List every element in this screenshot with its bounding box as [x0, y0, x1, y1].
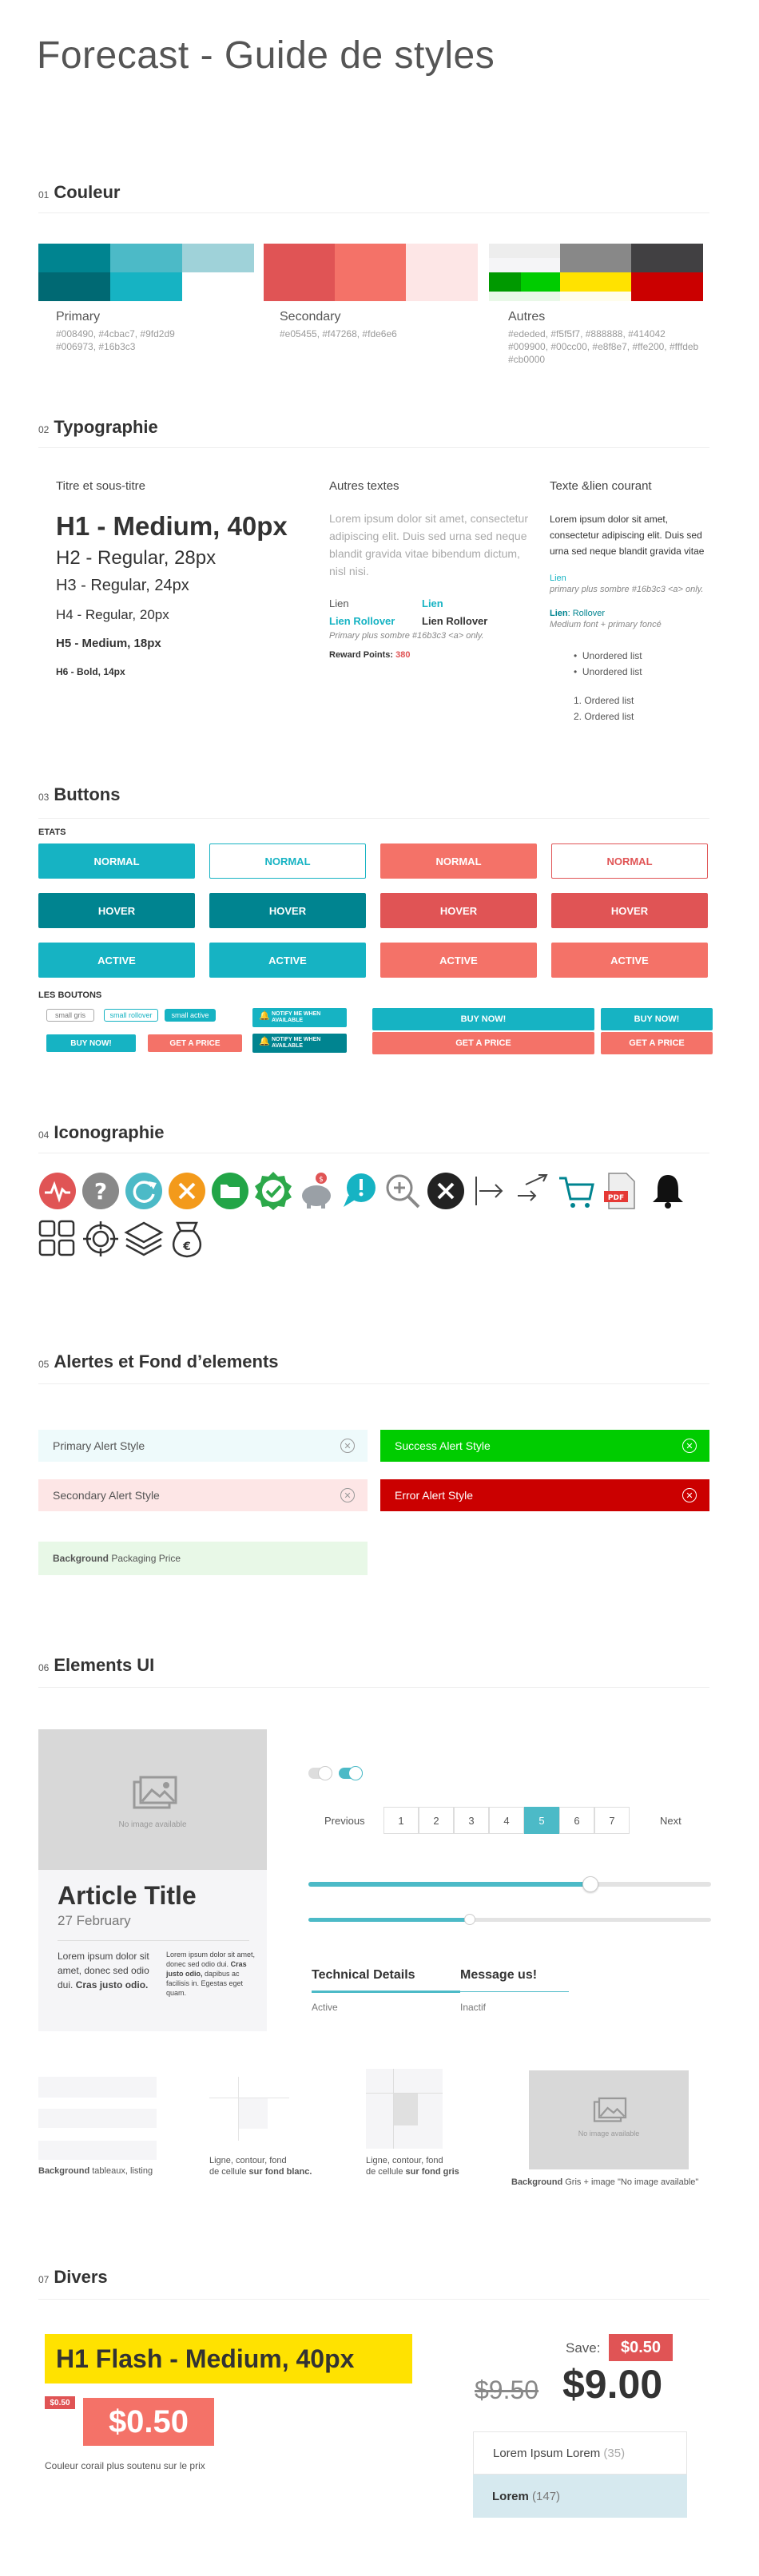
section-divider [38, 2299, 709, 2300]
bg-stripe [38, 2077, 157, 2098]
article-body-small [166, 1950, 256, 1998]
swatch [489, 272, 521, 292]
section-title: Iconographie [54, 1122, 165, 1142]
caption-bold: sur fond blanc. [248, 2167, 312, 2177]
bg-stripe [38, 2109, 157, 2128]
flash-heading: H1 Flash - Medium, 40px [45, 2334, 412, 2383]
caption-text: tableaux, listing [92, 2166, 153, 2176]
swatch [560, 292, 631, 301]
h1-sample: H1 - Medium, 40px [56, 511, 288, 541]
lorem-grey: Lorem ipsum dolor sit amet, consectetur adipiscing elit. Duis sed urna sed neque blandit gravida vitae bibendum dictum, nisl nisi. [329, 512, 528, 578]
svg-text:€: € [183, 1240, 191, 1253]
caption-text: de cellule [366, 2167, 403, 2177]
piggy-bank-icon [302, 1173, 331, 1209]
section-title: Divers [54, 2267, 108, 2287]
price-caption: Couleur corail plus soutenu sur le prix [45, 2460, 205, 2471]
image-placeholder-icon [590, 2096, 628, 2125]
toggle-off[interactable] [308, 1768, 332, 1779]
unordered-item: • Unordered list [574, 650, 642, 661]
section-misc-heading [38, 2267, 108, 2288]
swatch [631, 244, 703, 272]
primary-codes: #008490, #4cbac7, #9fd2d9 [56, 328, 175, 339]
bell-icon: 🔔 [259, 1037, 270, 1046]
toggle-knob [348, 1766, 363, 1780]
range-slider-small[interactable] [308, 1918, 711, 1922]
section-title: Elements UI [54, 1655, 155, 1675]
pulse-icon [39, 1173, 76, 1209]
pagination-page[interactable]: 5 [524, 1807, 559, 1834]
arrow-bar-right-icon [476, 1177, 502, 1205]
pdf-icon [604, 1173, 634, 1209]
caption-bold: Background [511, 2177, 563, 2187]
h6-sample: H6 - Bold, 14px [56, 666, 125, 677]
article-body-large [58, 1949, 158, 1992]
bell-icon [653, 1175, 683, 1209]
cell-fill [239, 2098, 268, 2129]
section-icons-heading [38, 1122, 164, 1143]
swatch [489, 292, 560, 301]
slider-handle[interactable] [582, 1876, 598, 1892]
lien-rollover-note: Medium font + primary foncé [550, 620, 662, 629]
lien-courant[interactable]: Lien [550, 574, 566, 583]
folder-icon [212, 1173, 248, 1209]
typo-col1-heading: Titre et sous-titre [56, 479, 145, 493]
lien-primary[interactable]: Lien [422, 597, 443, 609]
primary-hover-button[interactable]: HOVER [38, 893, 195, 928]
icon-set [37, 1170, 724, 1266]
swatch [521, 272, 560, 292]
section-number: 04 [38, 1129, 50, 1141]
list-item-text: Unordered list [582, 666, 642, 677]
secondary-label: Secondary [280, 310, 341, 323]
list-item-count: (35) [603, 2446, 626, 2460]
bg-stripe [38, 2141, 157, 2160]
article-text: Lorem ipsum dolor sit amet, donec sed odio dui. [58, 1951, 149, 1991]
zoom-in-icon [387, 1176, 419, 1207]
primary-outline-normal-button[interactable]: NORMAL [209, 843, 366, 879]
section-divider [38, 212, 709, 213]
save-label: Save: [566, 2340, 601, 2356]
slider-handle[interactable] [464, 1914, 475, 1925]
typo-col3-heading: Texte &lien courant [550, 479, 652, 493]
caption-bold: Background [38, 2166, 90, 2176]
image-placeholder-icon [128, 1774, 179, 1812]
secondary-alert [38, 1479, 368, 1511]
swatch [560, 272, 631, 292]
alert-text: Secondary Alert Style [53, 1489, 160, 1502]
lien-rollover-dark[interactable]: Lien Rollover [422, 615, 488, 627]
pagination-page[interactable]: 4 [489, 1807, 524, 1834]
secondary-swatches [264, 244, 478, 301]
typo-col2-heading: Autres textes [329, 479, 399, 493]
swatch [182, 244, 254, 272]
bg-caption-cell-grey [366, 2155, 459, 2177]
section-number: 05 [38, 1359, 50, 1370]
pagination-page[interactable]: 7 [594, 1807, 630, 1834]
tab-inactive-underline [460, 1991, 569, 1992]
pagination-page[interactable]: 6 [559, 1807, 594, 1834]
list-item-label: Lorem Ipsum Lorem [493, 2446, 601, 2460]
ordered-item: 2. Ordered list [574, 711, 634, 722]
section-divider [38, 818, 709, 819]
small-grey-button[interactable]: small gris [46, 1009, 94, 1022]
pagination-page[interactable]: 2 [419, 1807, 454, 1834]
swatch [406, 244, 478, 301]
section-divider [38, 1687, 709, 1688]
buy-now-button-narrow[interactable]: BUY NOW! [601, 1008, 713, 1030]
section-ui-heading [38, 1655, 154, 1676]
alert-text: Primary Alert Style [53, 1439, 145, 1452]
save-badge: $0.50 [609, 2334, 673, 2361]
success-alert [380, 1430, 709, 1462]
primary-normal-button[interactable]: NORMAL [38, 843, 195, 879]
swatch [489, 244, 560, 258]
filter-list-item-selected[interactable] [473, 2475, 687, 2518]
cell-sample-grey [366, 2069, 443, 2149]
small-active-button[interactable]: small active [165, 1009, 216, 1022]
buy-now-small-button[interactable]: BUY NOW! [46, 1034, 136, 1052]
section-number: 01 [38, 189, 50, 200]
tab-state-inactive: Inactif [460, 2002, 487, 2013]
get-price-small-button[interactable]: GET A PRICE [148, 1034, 242, 1052]
section-typography-heading [38, 417, 158, 438]
background-packaging-price [38, 1542, 368, 1575]
section-title: Alertes et Fond d’elements [54, 1352, 279, 1371]
section-alerts-heading [38, 1352, 279, 1372]
divider [58, 1940, 249, 1941]
small-rollover-button[interactable]: small rollover [104, 1009, 158, 1022]
primary-alert [38, 1430, 368, 1462]
other-swatches [489, 244, 703, 301]
page-title: Forecast - Guide de styles [37, 34, 495, 77]
article-text-bold: Cras justo odio, [166, 1960, 247, 1978]
primary-codes: #006973, #16b3c3 [56, 341, 136, 352]
swatch [489, 258, 560, 272]
reward-points [329, 650, 411, 660]
refresh-icon [125, 1173, 162, 1209]
primary-outline-hover-button[interactable]: HOVER [209, 893, 366, 928]
secondary-codes: #e05455, #f47268, #fde6e6 [280, 328, 397, 339]
list-item-count: (147) [532, 2489, 561, 2503]
article-date: 27 February [58, 1913, 131, 1928]
article-title[interactable]: Article Title [58, 1881, 197, 1910]
pagination-next[interactable]: Next [660, 1815, 682, 1827]
primary-note: Primary plus sombre #16b3c3 <a> only. [329, 631, 484, 641]
notify-button[interactable] [252, 1008, 347, 1027]
bg-label: Packaging Price [111, 1553, 181, 1564]
ordered-item: 1. Ordered list [574, 695, 634, 706]
price-badge: $0.50 [83, 2398, 214, 2446]
get-price-button[interactable]: GET A PRICE [372, 1032, 594, 1054]
slider-fill [308, 1918, 470, 1922]
pagination-previous[interactable]: Previous [324, 1815, 365, 1827]
section-title: Couleur [54, 182, 121, 202]
notify-label: NOTIFY ME WHEN AVAILABLE [272, 1037, 321, 1049]
article-card[interactable] [38, 1729, 267, 2031]
close-icon[interactable]: ✕ [682, 1488, 697, 1502]
others-label: Autres [508, 310, 546, 323]
list-item-label: Lorem [492, 2489, 529, 2503]
buttons-label: LES BOUTONS [38, 990, 102, 1000]
article-text: dapibus ac facilisis in. Egestas eget quam. [166, 1970, 244, 1997]
help-icon [82, 1173, 119, 1209]
toggle-on[interactable] [339, 1768, 363, 1779]
swatch [38, 244, 110, 272]
svg-text:?: ? [93, 1178, 108, 1205]
reward-value: 380 [395, 650, 411, 660]
primary-active-button[interactable]: ACTIVE [38, 943, 195, 978]
swatch [631, 272, 703, 301]
alert-text: Success Alert Style [395, 1439, 491, 1452]
article-text: Lorem ipsum dolor sit amet, donec sed odio dui. [166, 1951, 256, 1968]
list-item-text: Unordered list [582, 650, 642, 661]
pagination-page[interactable]: 1 [383, 1807, 419, 1834]
secondary-outline-normal-button[interactable]: NORMAL [551, 843, 708, 879]
secondary-normal-button[interactable]: NORMAL [380, 843, 537, 879]
lorem-dark: Lorem ipsum dolor sit amet, consectetur adipiscing elit. Duis sed urna sed neque blandit gravida vitae [550, 514, 705, 557]
error-alert [380, 1479, 709, 1511]
tab-message-us[interactable]: Message us! [460, 1968, 538, 1982]
close-circle-icon [427, 1173, 464, 1209]
badge-check-icon [255, 1172, 292, 1210]
filter-list-item[interactable] [473, 2431, 687, 2475]
h3-sample: H3 - Regular, 24px [56, 577, 189, 594]
unordered-item: • Unordered list [574, 666, 642, 677]
no-image-sample [529, 2070, 689, 2169]
cell-fill [394, 2094, 418, 2125]
range-slider[interactable] [308, 1882, 711, 1887]
caption-text: Ligne, contour, fond [209, 2156, 287, 2165]
primary-outline-active-button[interactable]: ACTIVE [209, 943, 366, 978]
target-icon [83, 1221, 118, 1256]
notify-hover-button[interactable] [252, 1034, 347, 1053]
close-icon[interactable]: ✕ [340, 1439, 355, 1453]
bg-caption-tables [38, 2166, 153, 2176]
section-title: Buttons [54, 784, 121, 804]
h4-sample: H4 - Regular, 20px [56, 607, 169, 622]
notify-label: NOTIFY ME WHEN AVAILABLE [272, 1011, 321, 1023]
slider-fill [308, 1882, 590, 1887]
section-number: 06 [38, 1662, 50, 1673]
layers-icon [126, 1223, 161, 1255]
reward-label: Reward Points: [329, 650, 394, 660]
caption-text: Gris + image "No image available" [565, 2177, 699, 2187]
lien-plain[interactable]: Lien [329, 597, 349, 609]
tab-technical-details[interactable]: Technical Details [312, 1968, 415, 1982]
section-number: 03 [38, 792, 50, 803]
section-number: 02 [38, 424, 50, 435]
money-bag-icon [173, 1223, 201, 1256]
cart-icon [559, 1178, 593, 1208]
caption-text: Ligne, contour, fond [366, 2156, 443, 2165]
section-number: 07 [38, 2274, 50, 2285]
tab-state-active: Active [312, 2002, 338, 2013]
lien-rollover-primary[interactable]: Lien Rollover [329, 615, 395, 627]
swatch [38, 272, 110, 301]
secondary-hover-button[interactable]: HOVER [380, 893, 537, 928]
article-image-placeholder [38, 1729, 267, 1870]
section-buttons-heading [38, 784, 120, 805]
caption-text: de cellule [209, 2167, 247, 2177]
swatch [110, 272, 182, 301]
close-icon[interactable]: ✕ [682, 1439, 697, 1453]
lien-rollover-label: : Rollover [567, 609, 606, 618]
swatch [110, 244, 182, 272]
others-codes: #ededed, #f5f5f7, #888888, #414042 [508, 328, 666, 339]
close-orange-icon [169, 1173, 205, 1209]
swatch [560, 244, 631, 272]
chat-alert-icon [344, 1173, 376, 1207]
lien-label: Lien [550, 609, 568, 618]
bg-caption-cell-white [209, 2155, 312, 2177]
swatch [335, 244, 406, 301]
section-colors-heading [38, 182, 120, 203]
arrows-exchange-icon [518, 1175, 546, 1201]
tab-active-underline [312, 1991, 460, 1993]
others-codes: #cb0000 [508, 354, 546, 365]
h5-sample: H5 - Medium, 18px [56, 637, 161, 650]
small-price-badge: $0.50 [45, 2396, 75, 2409]
no-image-label: No image available [578, 2129, 640, 2137]
primary-swatches [38, 244, 254, 301]
h2-sample: H2 - Regular, 28px [56, 547, 217, 569]
section-title: Typographie [54, 417, 158, 437]
article-text-bold: Cras justo odio. [75, 1979, 149, 1991]
svg-text:PDF: PDF [607, 1194, 625, 1202]
section-divider [38, 447, 709, 448]
lien-rollover-courant[interactable] [550, 609, 605, 618]
cell-sample-white [209, 2077, 289, 2141]
secondary-outline-active-button[interactable]: ACTIVE [551, 943, 708, 978]
states-label: ETATS [38, 828, 66, 837]
secondary-active-button[interactable]: ACTIVE [380, 943, 537, 978]
get-price-button-narrow[interactable]: GET A PRICE [601, 1032, 713, 1054]
bg-caption-no-image [511, 2177, 698, 2187]
pagination-page[interactable]: 3 [454, 1807, 489, 1834]
primary-label: Primary [56, 310, 101, 323]
others-codes: #009900, #00cc00, #e8f8e7, #ffe200, #fffdeb [508, 341, 699, 352]
caption-bold: sur fond gris [405, 2167, 459, 2177]
buy-now-button[interactable]: BUY NOW! [372, 1008, 594, 1030]
grid-icon [40, 1221, 74, 1255]
old-price: $9.50 [475, 2376, 539, 2404]
section-divider [38, 1383, 709, 1384]
svg-text:$: $ [319, 1176, 324, 1184]
new-price: $9.00 [562, 2362, 663, 2407]
bg-bold-label: Background [53, 1553, 109, 1564]
alert-text: Error Alert Style [395, 1489, 474, 1502]
swatch [264, 244, 335, 301]
lien-courant-note: primary plus sombre #16b3c3 <a> only. [550, 585, 704, 594]
close-icon[interactable]: ✕ [340, 1488, 355, 1502]
toggle-knob [318, 1766, 332, 1780]
bell-icon: 🔔 [259, 1011, 270, 1021]
secondary-outline-hover-button[interactable]: HOVER [551, 893, 708, 928]
no-image-label: No image available [118, 1820, 187, 1829]
